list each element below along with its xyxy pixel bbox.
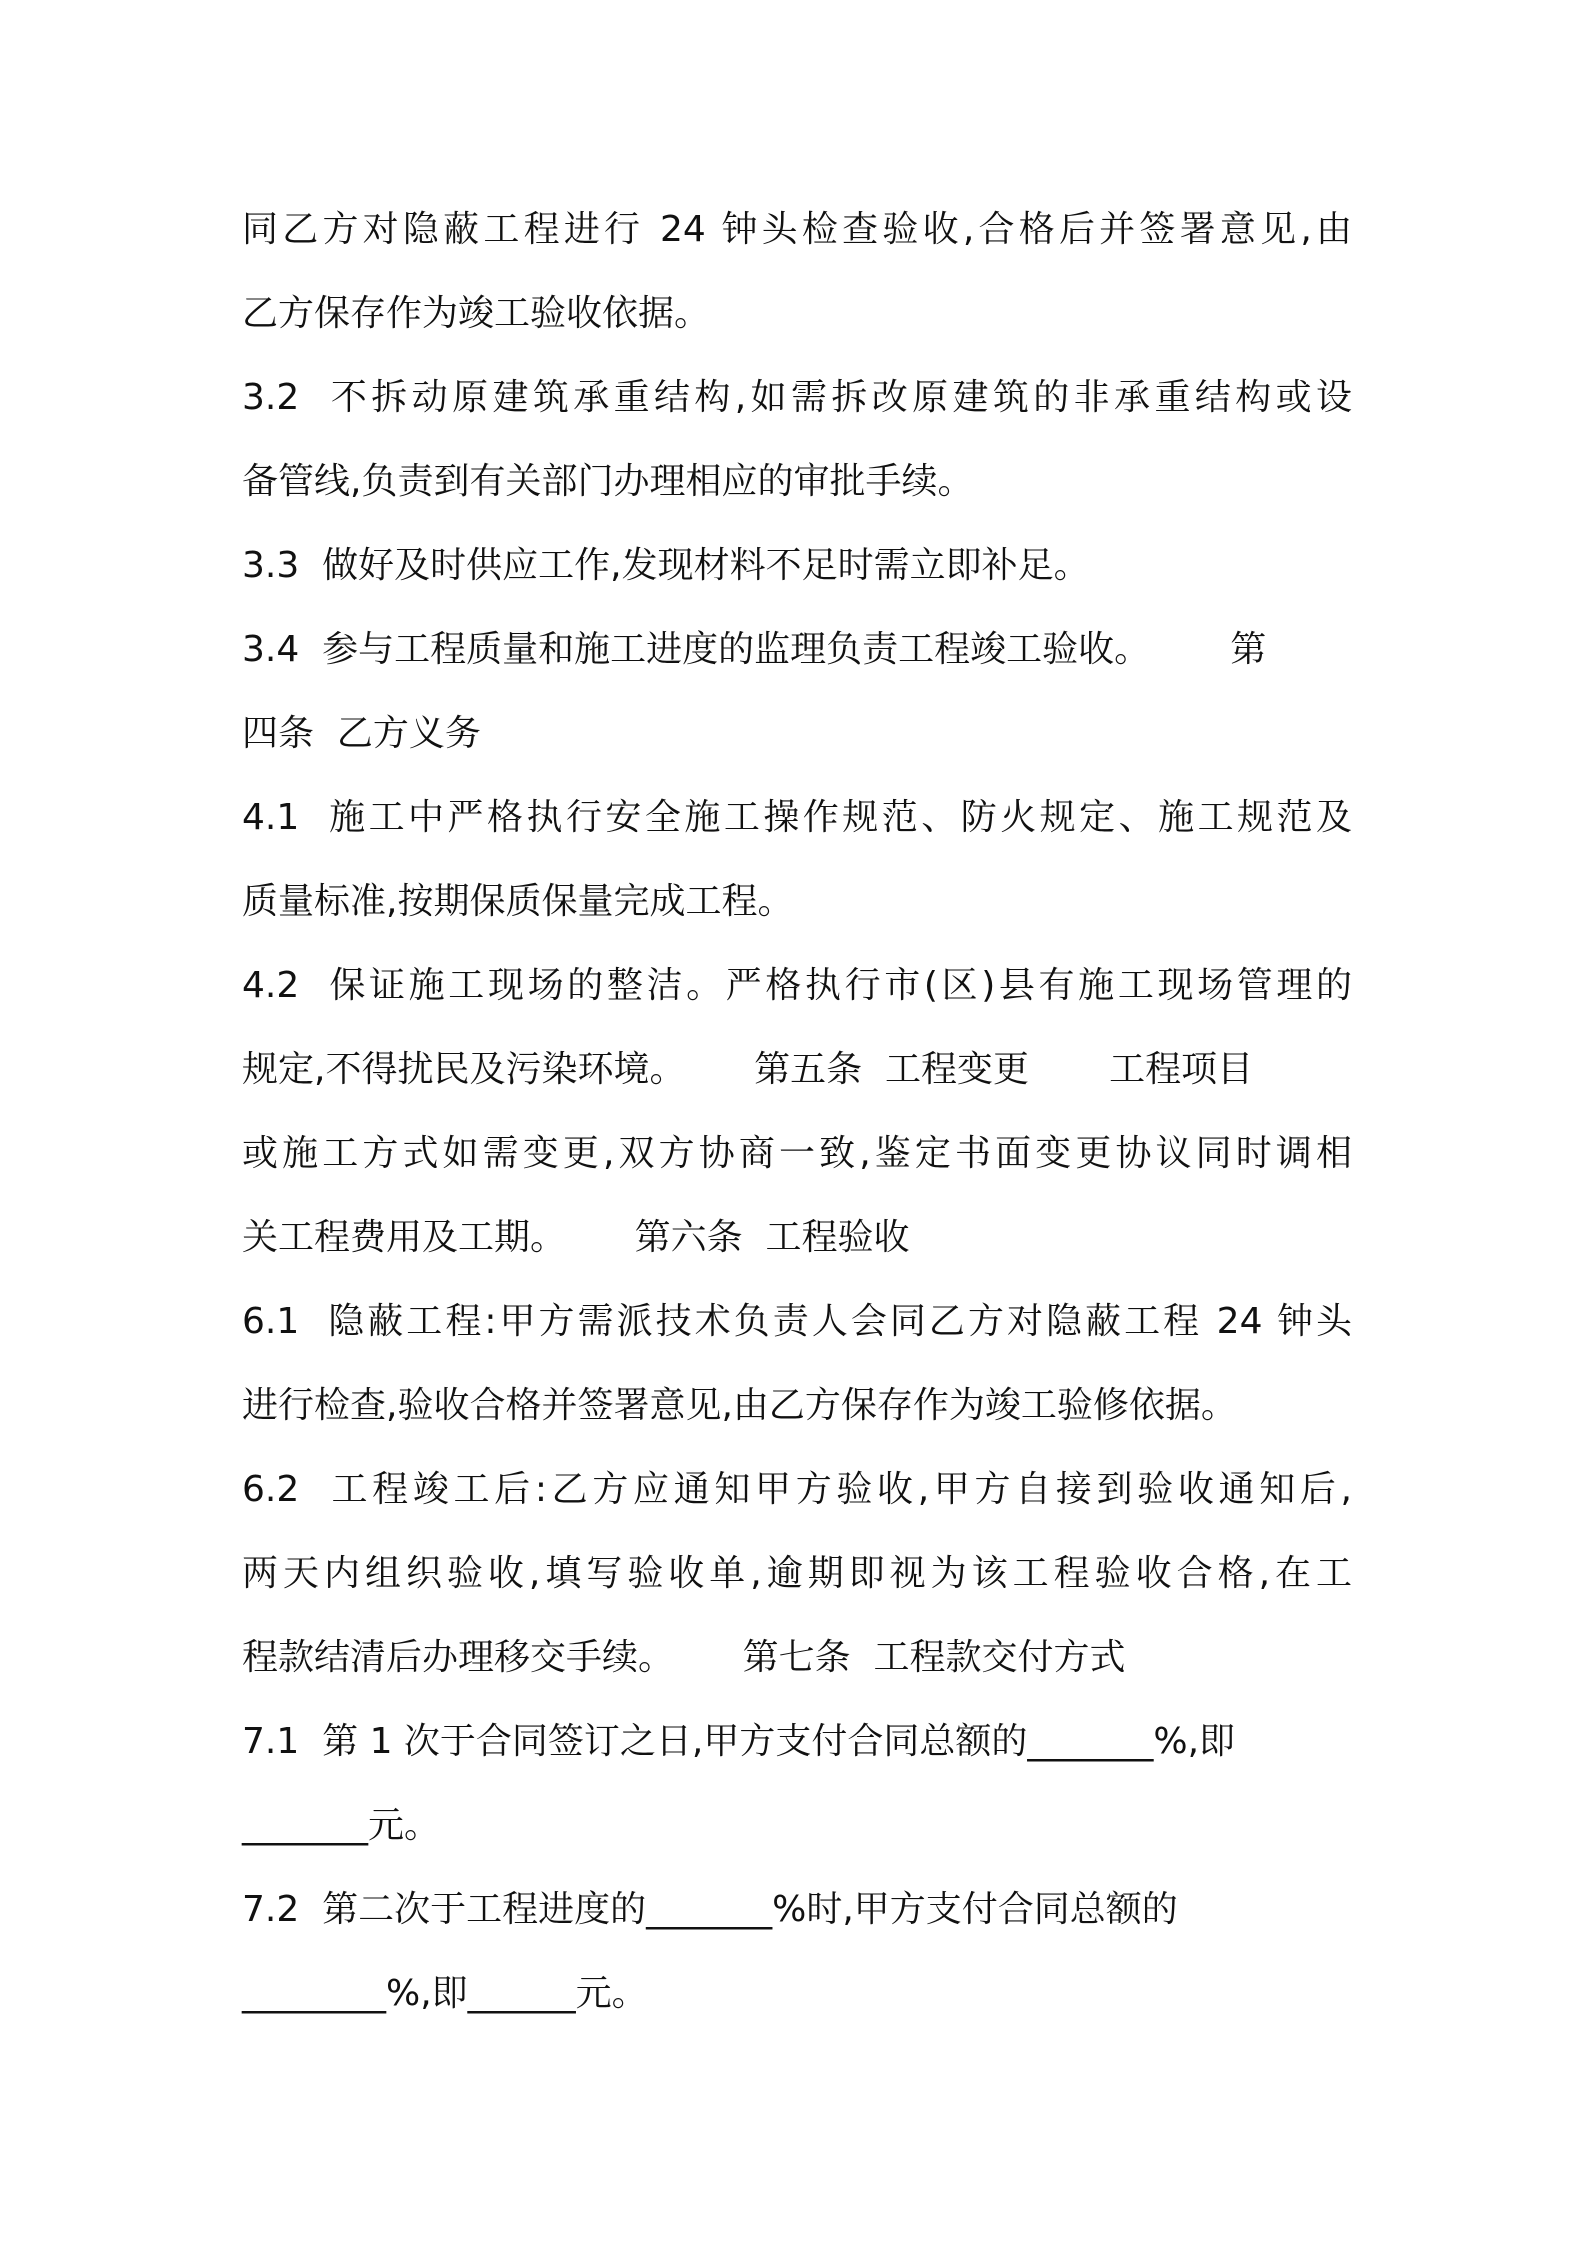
text-line: 乙方保存作为竣工验收依据。 [242,293,711,334]
text-line: 4.2 保证施工现场的整洁。严格执行市(区)县有施工现场管理的 [242,965,1352,1006]
text-line: 进行检查,验收合格并签署意见,由乙方保存作为竣工验修依据。 [242,1385,1237,1426]
text-line: 3.2 不拆动原建筑承重结构,如需拆改原建筑的非承重结构或设 [242,377,1352,418]
text-line: 6.2 工程竣工后:乙方应通知甲方验收,甲方自接到验收通知后, [242,1469,1352,1510]
text-line: 7.2 第二次于工程进度的_______%时,甲方支付合同总额的 [242,1889,1178,1930]
text-line: ________%,即______元。 [242,1973,648,2014]
text-line: 备管线,负责到有关部门办理相应的审批手续。 [242,461,974,502]
text-line: 质量标准,按期保质保量完成工程。 [242,881,794,922]
text-line: 同乙方对隐蔽工程进行 24 钟头检查验收,合格后并签署意见,由 [242,209,1352,250]
text-line: 4.1 施工中严格执行安全施工操作规范、防火规定、施工规范及 [242,797,1352,838]
text-line: _______元。 [242,1805,441,1846]
text-line: 6.1 隐蔽工程:甲方需派技术负责人会同乙方对隐蔽工程 24 钟头 [242,1301,1352,1342]
text-line: 7.1 第 1 次于合同签订之日,甲方支付合同总额的_______%,即 [242,1721,1236,1762]
text-line: 规定,不得扰民及污染环境。 第五条 工程变更 工程项目 [242,1049,1254,1090]
text-line: 或施工方式如需变更,双方协商一致,鉴定书面变更协议同时调相 [242,1133,1352,1174]
text-line: 3.3 做好及时供应工作,发现材料不足时需立即补足。 [242,545,1090,586]
text-line: 程款结清后办理移交手续。 第七条 工程款交付方式 [242,1637,1126,1678]
text-line: 四条 乙方义务 [242,713,481,754]
text-line: 两天内组织验收,填写验收单,逾期即视为该工程验收合格,在工 [242,1553,1352,1594]
text-line: 关工程费用及工期。 第六条 工程验收 [242,1217,910,1258]
text-line: 3.4 参与工程质量和施工进度的监理负责工程竣工验收。 第 [242,629,1267,670]
